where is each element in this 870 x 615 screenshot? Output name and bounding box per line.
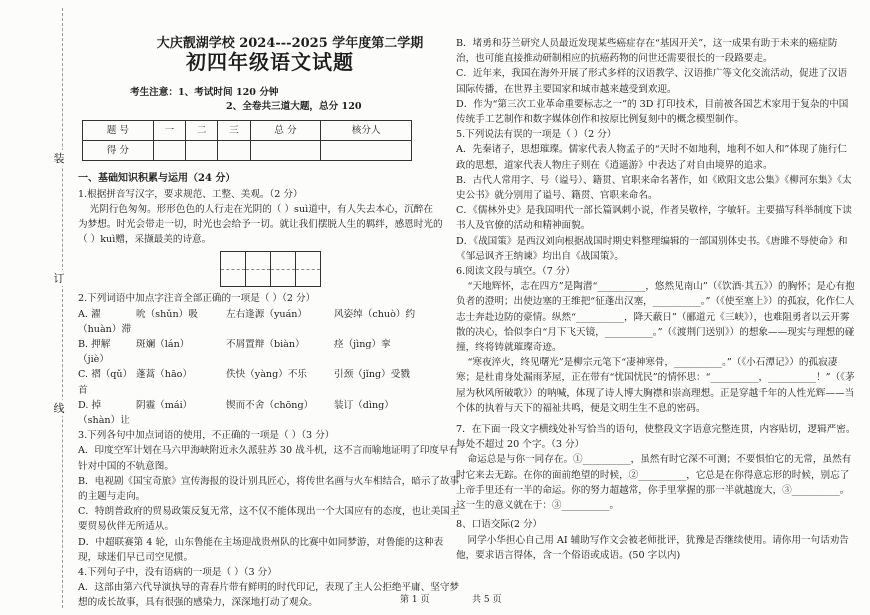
binding-margin xyxy=(0,0,70,615)
score-input-cell[interactable] xyxy=(186,141,218,161)
page-number: 第 1 页 xyxy=(400,595,430,605)
q2-option: D. 掉（shàn）让 xyxy=(78,399,130,427)
q7-paragraph: 命运总是与你一同存在。①__________，虽然有时它深不可测；不要惧怕它的无常，虽然有时它来去无踪。在你的面前绝望的时候，②__________，它总是在你得意忘形的时候，别忘了上帝手里还有一半的命运。你的努力超越常，你手里掌握的那一半就越庞大，③__________。这一生的意义就在于：③__________。 xyxy=(456,454,852,512)
side-mark-xian: 线 xyxy=(53,402,65,415)
q6-stem: 6.阅读文段与填空。（7 分） xyxy=(456,266,576,278)
score-cell: 得 分 xyxy=(83,141,154,161)
score-table-header-row xyxy=(83,121,412,141)
grid-cell[interactable] xyxy=(245,251,271,287)
score-cell: 三 xyxy=(218,121,250,141)
q4-option-b: B．堵勇和芬兰研究人员最近发现某些癌症存在“基因开关”，这一成果有助于未来的癌症防治，也可能直接推动研制相应的抗癌药物的问世还需要很长的一段路要走。 xyxy=(456,38,838,65)
score-cell: 一 xyxy=(153,121,185,141)
q2-option: 痉（jìng）挛 xyxy=(334,339,391,351)
exam-notice xyxy=(130,86,462,114)
subject-title: 初四年级语文试题 xyxy=(186,50,354,75)
q1-line-1: 光阴行色匆匆。形形色色的人行走在光阴的（ ）suì道中，有人失去本心，沉醉在 xyxy=(89,203,433,215)
q2-option: 左右逢源（yuán） xyxy=(226,308,308,320)
q2-stem: 2.下列词语中加点字注音全部正确的一项是（ ）（2 分） xyxy=(78,293,316,305)
q6-paragraph-1: “天地辉怀，志在四方”是陶潜“__________，悠然见南山”（《饮酒·其五》）的胸怀；是心有抱负者的澄明；出使边塞的王维把“征蓬出汉塞，__________。”（《使至塞上》）的孤寂，化作仁人志士奔赴边防的豪情。纵然“__________，降天蔽日”（郦道元《三峡》），也难阻勇者以云开雾散的决心，恰似李白“月下飞天镜，__________。”（《渡荆门送别》）的想象——现实与理想的碰撞，终将铸就璀璨奇迹。 xyxy=(456,281,855,354)
q6-paragraph-2: “寒夜淬火，终见曙光”是柳宗元笔下“凄神寒骨，__________。”（《小石潭记》）的孤寂凄寒；是杜甫身处漏雨茅屋，正在带有“忧国忧民”的情怀思：“__________，__________！”（《茅屋为秋风所破歌》）的呐喊，体现了诗人博大胸襟和崇高理想。正是穿越千年的人性光辉——当个体的执着与天下的福祉共鸣，便是文明生生不息的密码。 xyxy=(456,357,855,414)
q4-stem: 4.下列句子中，没有语病的一项是（ ）（3 分） xyxy=(78,567,277,579)
score-input-cell[interactable] xyxy=(218,141,250,161)
score-cell: 核分人 xyxy=(321,121,412,141)
q2-option: C. 褶（qǔ）首 xyxy=(78,369,133,396)
score-input-cell[interactable] xyxy=(321,141,412,161)
q3-stem: 3.下列各句中加点词语的使用，不正确的一项是（ ）（3 分） xyxy=(78,430,335,442)
q5-option-c: C．《儒林外史》是我国明代一部长篇讽刺小说，作者吴敬梓，字敏轩。主要描写科举制度下读书人及官僚的活动和精神面貌。 xyxy=(456,205,852,232)
q8-stem: 8、口语交际(2 分） xyxy=(456,519,543,531)
q1-line-4: （ ）kuì赠，采撷最美的诗意。 xyxy=(78,234,212,246)
score-cell: 二 xyxy=(186,121,218,141)
q3-option-d: D．中超联赛第 4 轮，山东鲁能在主场迎战贵州队的比赛中如同梦游，对鲁能的这种表现，球迷们早已司空见惯。 xyxy=(78,536,444,563)
q4-option-c: C．近年来，我国在海外开展了形式多样的汉语教学、汉语推广等文化交流活动，促进了汉语国际传播，在世界主要国家和城市越来越受到欢迎。 xyxy=(456,68,848,95)
q2-option: 风姿绰（chuò）约 xyxy=(334,308,416,320)
score-cell: 题 号 xyxy=(83,121,154,141)
handwriting-grid[interactable] xyxy=(220,251,462,287)
q1-line-3: 为梦想。时光会带走一切，时光也会给予一切。就让我们摆脱人生的羁绊，感恩时光的 xyxy=(78,219,443,231)
q1-stem: 1.根据拼音写汉字，要求规范、工整、美观。（2 分） xyxy=(78,188,303,200)
q5-stem: 5.下列说法有误的一项是（ ）（2 分） xyxy=(456,129,617,141)
q2-options xyxy=(78,307,462,429)
q2-option: B. 押解（jiè） xyxy=(78,339,111,366)
grid-cell[interactable] xyxy=(295,251,321,287)
score-input-cell[interactable] xyxy=(250,141,321,161)
q2-option: 阴霾（mái） xyxy=(136,399,193,411)
left-column xyxy=(78,0,462,611)
q2-option: A. 濯（huàn）滞 xyxy=(78,308,132,335)
score-cell: 总 分 xyxy=(250,121,321,141)
q2-option: 佚快（yàng）不乐 xyxy=(226,369,308,381)
q4-option-d: D．作为“第三次工业革命重要标志之一”的 3D 打印技术，目前被各国艺术家用于复杂的中国传统手工艺制作和数字媒体创作和按原比例复刻中的概念模型制作。 xyxy=(456,98,849,126)
section-1-heading: 一、基础知识积累与运用（24 分） xyxy=(78,173,236,185)
q2-option: 斑斓（lán） xyxy=(136,339,190,351)
q5-option-a: A．先秦诸子，思想璀璨。儒家代表人物孟子的“天时不如地利，地利不如人和”体现了施行仁政的思想，道家代表人物庄子则在《逍遥游》中表达了对自由境界的追求。 xyxy=(456,144,847,171)
score-table xyxy=(82,120,412,161)
q2-option: 装订（dìng） xyxy=(334,399,394,411)
notice-line-2: 2、全卷共三道大题，总分 120 xyxy=(226,101,362,113)
q2-option: 不屑置辩（biàn） xyxy=(226,339,305,351)
notice-line-1: 考生注意：1、考试时间 120 分钟 xyxy=(130,87,279,99)
right-column xyxy=(456,0,856,563)
q3-option-a: A．印度空军计划在马六甲海峡附近永久派驻苏 30 战斗机，这不言而喻地证明了印度早有针对中国的不轨意图。 xyxy=(78,445,459,472)
q3-option-b: B．电视剧《国宝奇旅》宣传海报的设计别具匠心，将传世名画与火车相结合，暗示了故事的主题与走向。 xyxy=(78,475,460,503)
side-mark-zhuang: 装 xyxy=(53,152,65,165)
q2-option: 蓬蒿（hāo） xyxy=(136,369,193,381)
side-mark-ding: 订 xyxy=(53,272,65,285)
grid-cell[interactable] xyxy=(220,251,246,287)
q2-option: 锲而不舍（chōng） xyxy=(226,399,314,411)
q4-option-a: A．这部由第六代导演执导的青春片带有鲜明的时代印记，表现了主人公拒绝平庸、坚守梦想的成长故事，具有很强的感染力，深深地打动了观众。 xyxy=(78,582,460,609)
score-input-cell[interactable] xyxy=(153,141,185,161)
q5-option-d: D．《战国策》是西汉刘向根据战国时期史料整理编辑的一部国别体史书。《唐雎不辱使命》和《邹忌讽齐王纳谏》均出自《战国策》。 xyxy=(456,235,848,262)
total-pages: 共 5 页 xyxy=(472,595,502,605)
q3-option-c: C．特朗普政府的贸易政策反复无常，这不仅不能体现出一个大国应有的态度，也让美国主要贸易伙伴无所适从。 xyxy=(78,506,460,533)
q7-stem: 7．在下面一段文字横线处补写恰当的语句，使整段文字语意完整连贯，内容贴切，逻辑严密。每处不超过 20 个字。（3 分） xyxy=(456,424,856,451)
q5-option-b: B．古代人常用字、号（谥号）、籍贯、官职来命名著作，如《欧阳文忠公集》《柳河东集》《太史公书》就分别用了谥号、籍贯、官职来命名。 xyxy=(456,174,852,202)
score-table-score-row xyxy=(83,141,412,161)
binding-line xyxy=(62,8,63,608)
q2-option: 吮（shǔn）吸 xyxy=(136,308,198,320)
exam-title: 大庆靓湖学校 2024---2025 学年度第二学期 xyxy=(156,36,424,51)
grid-cell[interactable] xyxy=(270,251,296,287)
q2-option: 引颈（jǐng）受戮 xyxy=(334,369,410,381)
q8-paragraph: 同学小华担心自己用 AI 辅助写作文会被老师批评，犹豫是否继续使用。请你用一句话劝告他，要求语言得体，含一个俗语或成语。(50 字以内) xyxy=(456,534,849,561)
